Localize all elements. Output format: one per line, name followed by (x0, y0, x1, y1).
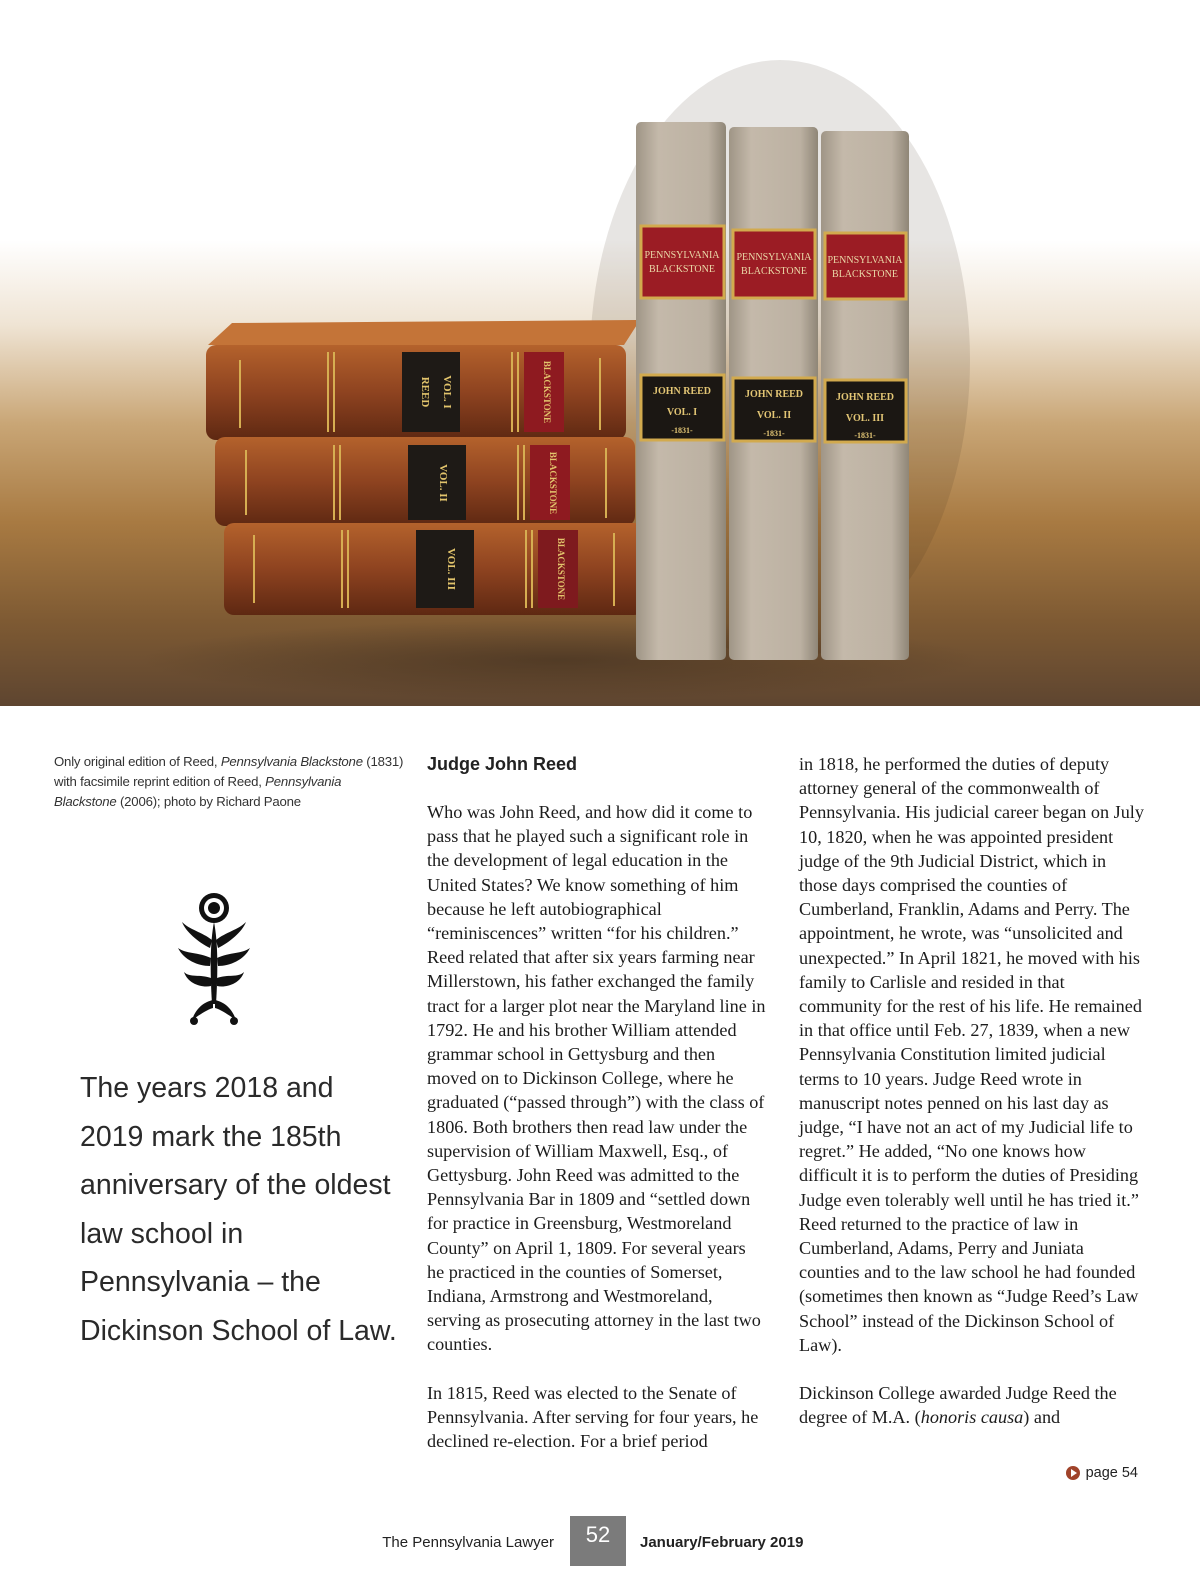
spine-author-1: JOHN REED (652, 386, 712, 397)
caption-text: (2006); photo by Richard Paone (116, 794, 301, 809)
spine-vol-3: VOL. III (845, 413, 885, 424)
spine-title-2a: PENNSYLVANIA (736, 252, 812, 263)
article-paragraph: in 1818, he performed the duties of deputy attorney general of the commonwealth of Pennsylvania. His judicial career began on July 10, 1820, when he was appointed president judge of the 9th Judicial District, which in those days comprised the counties of Cumberland, Franklin, Adams and Perry. The appointment, he wrote, was “unsolicited and unexpected.” In April 1821, he moved with his family to Carlisle and resided in that community for the rest of his life. He remained in that office until Feb. 27, 1839, when a new Pennsylvania Constitution limited judicial terms to 10 years. Judge Reed wrote in manuscript notes penned on his last day as judge, “I have not an act of my Judicial life to regret.” He added, “No one knows how difficult it is to perform the duties of Presiding Judge even tolerably well until he has tried it.” Reed returned to the practice of law in Cumberland, Adams, Perry and Juniata counties and to the law school he had founded (sometimes then known as “Judge Reed’s Law School” instead of the Dickinson School of Law). (799, 754, 1144, 1355)
leather-label-vol2: VOL. II (437, 464, 449, 502)
cloth-volumes (636, 122, 909, 660)
pull-quote: The years 2018 and 2019 mark the 185th anniversary of the oldest law school in Pennsylvania – the Dickinson School of Law. (80, 1072, 397, 1347)
spine-title-2b: BLACKSTONE (741, 266, 807, 277)
spine-title-1b: BLACKSTONE (649, 264, 715, 275)
spine-title-1a: PENNSYLVANIA (644, 250, 720, 261)
article-column-1 (427, 752, 767, 1453)
article-heading: Judge John Reed (427, 754, 578, 774)
leather-label-reed: REED (419, 376, 431, 408)
spine-year-2: -1831- (763, 429, 785, 438)
page-number: 52 (570, 1516, 626, 1566)
spine-title-3b: BLACKSTONE (832, 269, 898, 280)
latin-phrase: honoris causa (920, 1407, 1024, 1428)
continued-link[interactable] (1066, 1465, 1138, 1481)
spine-title-3a: PENNSYLVANIA (827, 255, 903, 266)
page-footer (0, 1516, 1200, 1566)
continued-page-label: page 54 (1085, 1465, 1138, 1481)
paragraph-text: ) and (1023, 1407, 1061, 1428)
caption-text: Only original edition of Reed, (54, 754, 221, 769)
floral-ornament-icon (176, 892, 252, 1031)
article-paragraph: In 1815, Reed was elected to the Senate of Pennsylvania. After serving for four years, he declined re-election. For a brief period (427, 1382, 759, 1452)
paragraph-text: Dickinson College awarded Judge Reed the degree of M.A. ( (799, 1383, 1117, 1428)
leather-label-vol3: VOL. III (445, 548, 457, 590)
books-illustration (0, 0, 1200, 706)
leather-volumes (206, 320, 644, 615)
spine-author-2: JOHN REED (744, 389, 804, 400)
spine-year-3: -1831- (854, 431, 876, 440)
arrow-right-icon (1066, 1466, 1080, 1480)
article-paragraph (799, 1381, 1144, 1429)
spine-vol-1: VOL. I (666, 407, 698, 418)
publication-name: The Pennsylvania Lawyer (382, 1534, 554, 1551)
leather-red-label-1: BLACKSTONE (542, 360, 552, 424)
caption-book-title: Pennsylvania Blackstone (54, 774, 342, 809)
spine-vol-2: VOL. II (756, 410, 792, 421)
issue-date: January/February 2019 (640, 1534, 804, 1551)
caption-text: (1831) with facsimile reprint edition of Reed, (54, 754, 404, 789)
leather-red-label-2: BLACKSTONE (548, 451, 558, 515)
article-paragraph: Who was John Reed, and how did it come to pass that he played such a significant role in the development of legal education in the United States? We know something of him because he left autobiographical “reminiscences” written “for his children.” Reed related that after six years farming near Millerstown, his father exchanged the family tract for a larger plot near the Maryland line in 1792. He and his brother William attended grammar school in Gettysburg and then moved on to Dickinson College, where he graduated (“passed through”) with the class of 1806. Both brothers then read law under the supervision of William Maxwell, Esq., of Gettysburg. John Reed was admitted to the Pennsylvania Bar in 1809 and “settled down for practice in Greensburg, Westmoreland County” on April 1, 1809. For several years he practiced in the counties of Somerset, Indiana, Armstrong and Westmoreland, serving as prosecuting attorney in the last two counties. (427, 802, 766, 1355)
spine-author-3: JOHN REED (835, 392, 895, 403)
spine-year-1: -1831- (671, 426, 693, 435)
leather-red-label-3: BLACKSTONE (556, 537, 566, 601)
leather-label-vol1: VOL. I (441, 375, 453, 409)
book-photo (0, 0, 1200, 706)
caption-book-title: Pennsylvania Blackstone (220, 754, 363, 769)
photo-caption (54, 752, 404, 812)
article-column-2 (799, 752, 1144, 1429)
